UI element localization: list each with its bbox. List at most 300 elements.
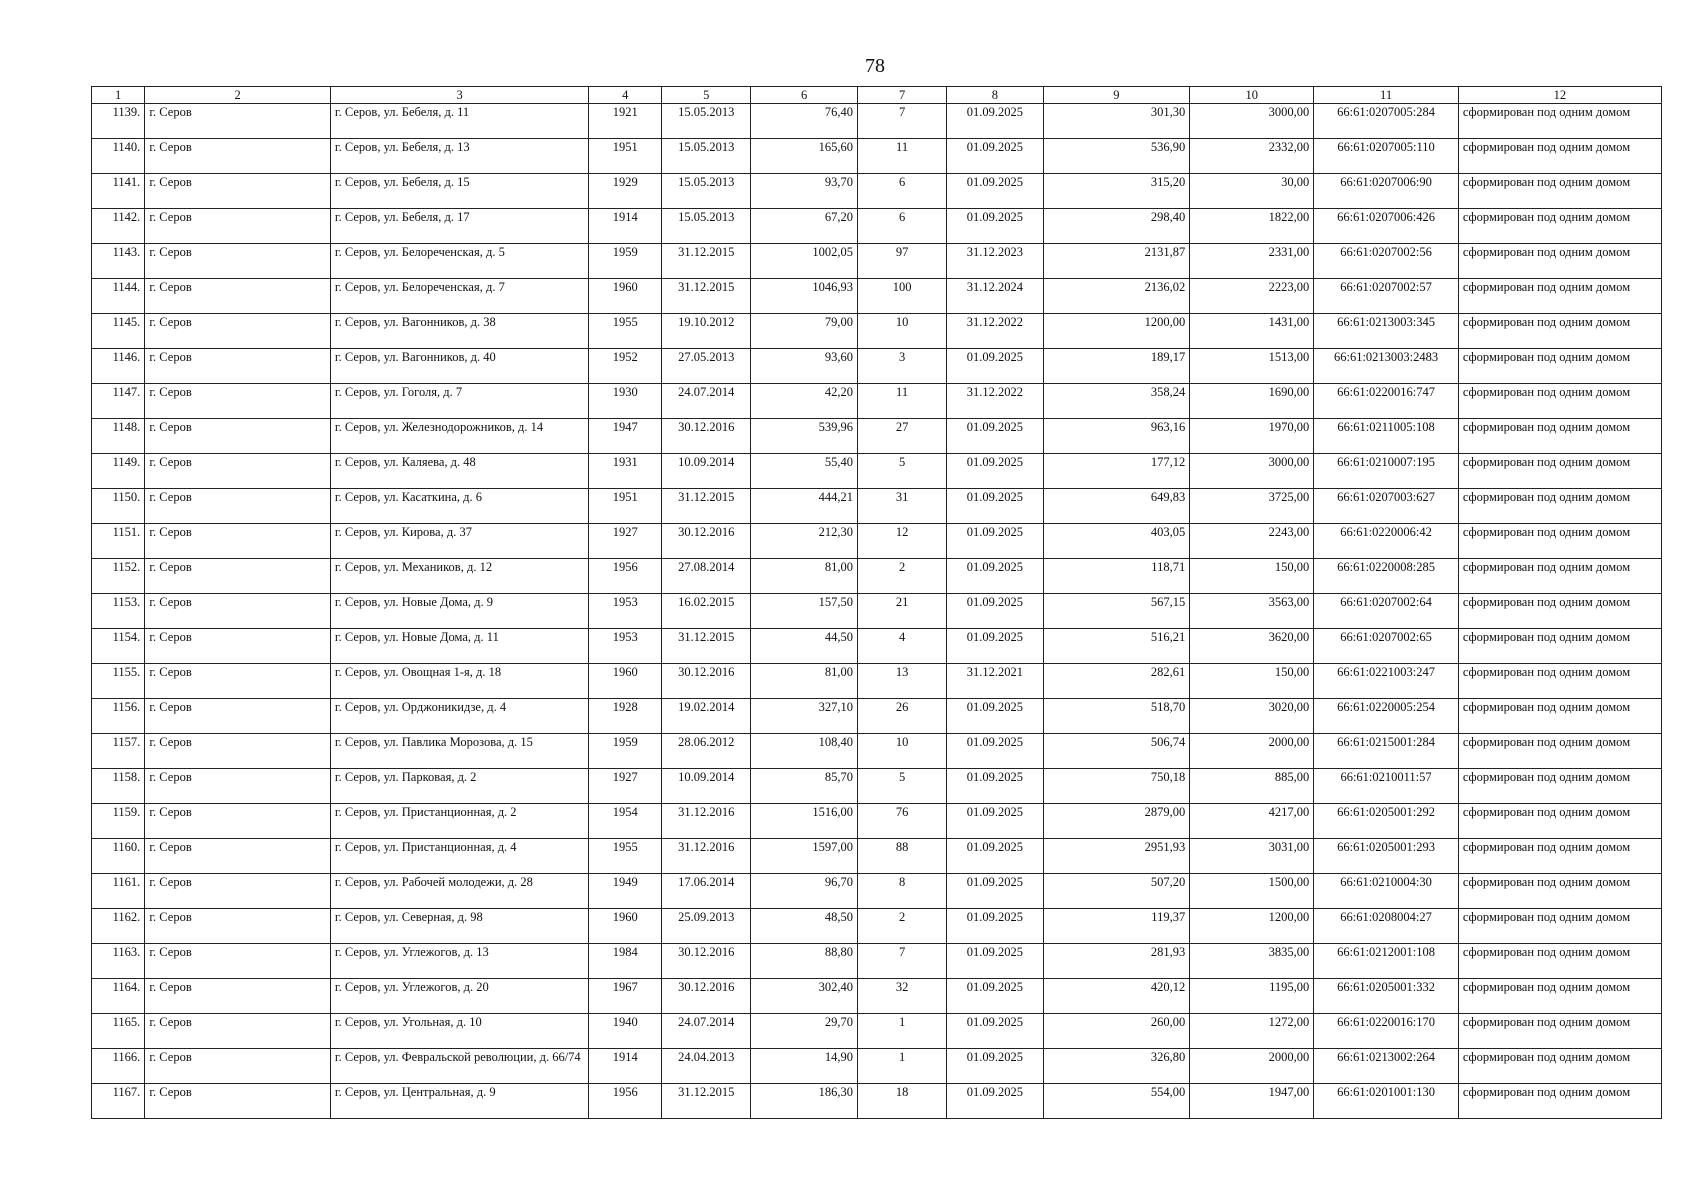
cell-inspection-date: 30.12.2016 (662, 664, 751, 699)
cell-row-number: 1144. (92, 279, 145, 314)
cell-residents: 31 (857, 489, 946, 524)
table-row (92, 454, 1662, 489)
cell-inspection-date: 30.12.2016 (662, 944, 751, 979)
cell-residents: 11 (857, 384, 946, 419)
cell-total-area: 315,20 (1043, 174, 1190, 209)
column-header-deadline-date: 8 (947, 87, 1043, 104)
cell-deadline-date: 01.09.2025 (947, 1049, 1043, 1084)
cell-construction-year: 1914 (589, 209, 662, 244)
cell-land-status: сформирован под одним домом (1458, 279, 1661, 314)
cell-row-number: 1163. (92, 944, 145, 979)
cell-construction-year: 1960 (589, 909, 662, 944)
cell-land-status: сформирован под одним домом (1458, 874, 1661, 909)
table-row (92, 699, 1662, 734)
cell-land-status: сформирован под одним домом (1458, 839, 1661, 874)
cell-locality: г. Серов (145, 734, 331, 769)
cell-land-area: 1690,00 (1190, 384, 1314, 419)
cell-row-number: 1140. (92, 139, 145, 174)
cell-residents: 13 (857, 664, 946, 699)
cell-construction-year: 1928 (589, 699, 662, 734)
cell-total-area: 963,16 (1043, 419, 1190, 454)
column-header-area: 6 (751, 87, 858, 104)
cell-land-area: 1431,00 (1190, 314, 1314, 349)
cell-row-number: 1139. (92, 104, 145, 139)
cell-area: 1597,00 (751, 839, 858, 874)
cell-deadline-date: 01.09.2025 (947, 174, 1043, 209)
cell-locality: г. Серов (145, 209, 331, 244)
cell-locality: г. Серов (145, 979, 331, 1014)
cell-land-status: сформирован под одним домом (1458, 664, 1661, 699)
cell-residents: 5 (857, 769, 946, 804)
cell-land-area: 150,00 (1190, 664, 1314, 699)
cell-land-status: сформирован под одним домом (1458, 629, 1661, 664)
cell-land-area: 1500,00 (1190, 874, 1314, 909)
cell-construction-year: 1960 (589, 664, 662, 699)
cell-total-area: 506,74 (1043, 734, 1190, 769)
cell-land-area: 2223,00 (1190, 279, 1314, 314)
table-row (92, 349, 1662, 384)
cell-land-status: сформирован под одним домом (1458, 209, 1661, 244)
cell-construction-year: 1927 (589, 524, 662, 559)
cell-land-status: сформирован под одним домом (1458, 804, 1661, 839)
cell-total-area: 282,61 (1043, 664, 1190, 699)
cell-land-area: 2243,00 (1190, 524, 1314, 559)
cell-row-number: 1160. (92, 839, 145, 874)
cell-residents: 27 (857, 419, 946, 454)
cell-inspection-date: 17.06.2014 (662, 874, 751, 909)
cell-residents: 7 (857, 104, 946, 139)
cell-area: 302,40 (751, 979, 858, 1014)
column-header-land-status: 12 (1458, 87, 1661, 104)
cell-address: г. Серов, ул. Новые Дома, д. 11 (330, 629, 588, 664)
cell-locality: г. Серов (145, 944, 331, 979)
cell-locality: г. Серов (145, 1084, 331, 1119)
cell-locality: г. Серов (145, 524, 331, 559)
cell-total-area: 516,21 (1043, 629, 1190, 664)
cell-residents: 10 (857, 314, 946, 349)
cell-cadastral-number: 66:61:0212001:108 (1314, 944, 1459, 979)
cell-cadastral-number: 66:61:0220016:747 (1314, 384, 1459, 419)
cell-inspection-date: 27.05.2013 (662, 349, 751, 384)
cell-locality: г. Серов (145, 174, 331, 209)
cell-construction-year: 1929 (589, 174, 662, 209)
column-header-cadastral-number: 11 (1314, 87, 1459, 104)
cell-total-area: 2136,02 (1043, 279, 1190, 314)
cell-address: г. Серов, ул. Углежогов, д. 13 (330, 944, 588, 979)
cell-land-status: сформирован под одним домом (1458, 1049, 1661, 1084)
cell-total-area: 2951,93 (1043, 839, 1190, 874)
column-header-row-number: 1 (92, 87, 145, 104)
cell-cadastral-number: 66:61:0207006:426 (1314, 209, 1459, 244)
cell-deadline-date: 01.09.2025 (947, 454, 1043, 489)
cell-area: 157,50 (751, 594, 858, 629)
cell-cadastral-number: 66:61:0207002:57 (1314, 279, 1459, 314)
cell-locality: г. Серов (145, 489, 331, 524)
cell-total-area: 189,17 (1043, 349, 1190, 384)
cell-construction-year: 1954 (589, 804, 662, 839)
cell-construction-year: 1951 (589, 139, 662, 174)
cell-row-number: 1149. (92, 454, 145, 489)
cell-construction-year: 1927 (589, 769, 662, 804)
cell-deadline-date: 01.09.2025 (947, 139, 1043, 174)
cell-cadastral-number: 66:61:0207003:627 (1314, 489, 1459, 524)
cell-area: 88,80 (751, 944, 858, 979)
cell-land-area: 2000,00 (1190, 1049, 1314, 1084)
cell-construction-year: 1921 (589, 104, 662, 139)
table-row (92, 559, 1662, 594)
table-row (92, 979, 1662, 1014)
cell-cadastral-number: 66:61:0207005:284 (1314, 104, 1459, 139)
cell-deadline-date: 01.09.2025 (947, 104, 1043, 139)
cell-inspection-date: 27.08.2014 (662, 559, 751, 594)
cell-residents: 26 (857, 699, 946, 734)
cell-address: г. Серов, ул. Рабочей молодежи, д. 28 (330, 874, 588, 909)
cell-deadline-date: 01.09.2025 (947, 489, 1043, 524)
cell-area: 212,30 (751, 524, 858, 559)
table-row (92, 594, 1662, 629)
cell-land-area: 3725,00 (1190, 489, 1314, 524)
cell-deadline-date: 01.09.2025 (947, 349, 1043, 384)
cell-address: г. Серов, ул. Бебеля, д. 13 (330, 139, 588, 174)
cell-locality: г. Серов (145, 874, 331, 909)
cell-total-area: 518,70 (1043, 699, 1190, 734)
cell-total-area: 649,83 (1043, 489, 1190, 524)
cell-address: г. Серов, ул. Угольная, д. 10 (330, 1014, 588, 1049)
cell-cadastral-number: 66:61:0207005:110 (1314, 139, 1459, 174)
cell-cadastral-number: 66:61:0211005:108 (1314, 419, 1459, 454)
cell-deadline-date: 01.09.2025 (947, 944, 1043, 979)
cell-area: 327,10 (751, 699, 858, 734)
cell-construction-year: 1956 (589, 1084, 662, 1119)
cell-inspection-date: 30.12.2016 (662, 524, 751, 559)
cell-cadastral-number: 66:61:0220016:170 (1314, 1014, 1459, 1049)
cell-deadline-date: 01.09.2025 (947, 839, 1043, 874)
table-row (92, 1014, 1662, 1049)
cell-residents: 7 (857, 944, 946, 979)
cell-total-area: 260,00 (1043, 1014, 1190, 1049)
column-header-total-area: 9 (1043, 87, 1190, 104)
cell-area: 76,40 (751, 104, 858, 139)
cell-area: 1516,00 (751, 804, 858, 839)
cell-row-number: 1146. (92, 349, 145, 384)
cell-address: г. Серов, ул. Вагонников, д. 38 (330, 314, 588, 349)
cell-inspection-date: 19.02.2014 (662, 699, 751, 734)
cell-inspection-date: 10.09.2014 (662, 454, 751, 489)
cell-area: 444,21 (751, 489, 858, 524)
cell-residents: 10 (857, 734, 946, 769)
cell-land-status: сформирован под одним домом (1458, 1084, 1661, 1119)
cell-land-area: 3563,00 (1190, 594, 1314, 629)
cell-inspection-date: 25.09.2013 (662, 909, 751, 944)
cell-land-status: сформирован под одним домом (1458, 979, 1661, 1014)
table-row (92, 524, 1662, 559)
cell-total-area: 507,20 (1043, 874, 1190, 909)
cell-locality: г. Серов (145, 664, 331, 699)
cell-construction-year: 1955 (589, 314, 662, 349)
cell-residents: 2 (857, 909, 946, 944)
cell-address: г. Серов, ул. Центральная, д. 9 (330, 1084, 588, 1119)
cell-deadline-date: 31.12.2024 (947, 279, 1043, 314)
cell-land-area: 30,00 (1190, 174, 1314, 209)
cell-land-area: 3000,00 (1190, 104, 1314, 139)
column-header-locality: 2 (145, 87, 331, 104)
cell-cadastral-number: 66:61:0220005:254 (1314, 699, 1459, 734)
cell-land-status: сформирован под одним домом (1458, 244, 1661, 279)
column-header-land-area: 10 (1190, 87, 1314, 104)
cell-inspection-date: 31.12.2015 (662, 244, 751, 279)
cell-inspection-date: 30.12.2016 (662, 979, 751, 1014)
cell-total-area: 2879,00 (1043, 804, 1190, 839)
cell-locality: г. Серов (145, 384, 331, 419)
cell-area: 108,40 (751, 734, 858, 769)
cell-construction-year: 1959 (589, 734, 662, 769)
cell-address: г. Серов, ул. Парковая, д. 2 (330, 769, 588, 804)
table-row (92, 909, 1662, 944)
cell-cadastral-number: 66:61:0210004:30 (1314, 874, 1459, 909)
cell-land-status: сформирован под одним домом (1458, 944, 1661, 979)
cell-construction-year: 1955 (589, 839, 662, 874)
table-row (92, 1049, 1662, 1084)
cell-cadastral-number: 66:61:0205001:332 (1314, 979, 1459, 1014)
cell-construction-year: 1953 (589, 629, 662, 664)
cell-deadline-date: 01.09.2025 (947, 734, 1043, 769)
cell-construction-year: 1940 (589, 1014, 662, 1049)
cell-locality: г. Серов (145, 769, 331, 804)
cell-land-area: 4217,00 (1190, 804, 1314, 839)
cell-land-status: сформирован под одним домом (1458, 349, 1661, 384)
cell-total-area: 2131,87 (1043, 244, 1190, 279)
housing-registry-table (91, 86, 1662, 1119)
cell-land-area: 1513,00 (1190, 349, 1314, 384)
cell-total-area: 403,05 (1043, 524, 1190, 559)
cell-deadline-date: 31.12.2023 (947, 244, 1043, 279)
table-row (92, 874, 1662, 909)
cell-area: 55,40 (751, 454, 858, 489)
table-row (92, 174, 1662, 209)
cell-construction-year: 1914 (589, 1049, 662, 1084)
cell-locality: г. Серов (145, 699, 331, 734)
table-row (92, 734, 1662, 769)
cell-construction-year: 1952 (589, 349, 662, 384)
cell-residents: 18 (857, 1084, 946, 1119)
cell-land-area: 3620,00 (1190, 629, 1314, 664)
cell-deadline-date: 01.09.2025 (947, 1014, 1043, 1049)
cell-deadline-date: 01.09.2025 (947, 979, 1043, 1014)
cell-row-number: 1166. (92, 1049, 145, 1084)
cell-row-number: 1162. (92, 909, 145, 944)
cell-row-number: 1148. (92, 419, 145, 454)
cell-land-area: 1200,00 (1190, 909, 1314, 944)
cell-area: 67,20 (751, 209, 858, 244)
table-row (92, 419, 1662, 454)
cell-locality: г. Серов (145, 1014, 331, 1049)
cell-inspection-date: 16.02.2015 (662, 594, 751, 629)
cell-deadline-date: 01.09.2025 (947, 1084, 1043, 1119)
cell-land-area: 1947,00 (1190, 1084, 1314, 1119)
cell-row-number: 1151. (92, 524, 145, 559)
cell-land-status: сформирован под одним домом (1458, 384, 1661, 419)
cell-deadline-date: 01.09.2025 (947, 804, 1043, 839)
cell-address: г. Серов, ул. Белореченская, д. 5 (330, 244, 588, 279)
cell-total-area: 554,00 (1043, 1084, 1190, 1119)
cell-address: г. Серов, ул. Бебеля, д. 11 (330, 104, 588, 139)
cell-residents: 100 (857, 279, 946, 314)
cell-address: г. Серов, ул. Бебеля, д. 15 (330, 174, 588, 209)
cell-residents: 76 (857, 804, 946, 839)
cell-cadastral-number: 66:61:0213003:345 (1314, 314, 1459, 349)
cell-construction-year: 1931 (589, 454, 662, 489)
cell-total-area: 281,93 (1043, 944, 1190, 979)
cell-row-number: 1167. (92, 1084, 145, 1119)
cell-total-area: 420,12 (1043, 979, 1190, 1014)
cell-deadline-date: 01.09.2025 (947, 769, 1043, 804)
cell-address: г. Серов, ул. Павлика Морозова, д. 15 (330, 734, 588, 769)
cell-row-number: 1161. (92, 874, 145, 909)
cell-construction-year: 1953 (589, 594, 662, 629)
cell-total-area: 119,37 (1043, 909, 1190, 944)
cell-cadastral-number: 66:61:0205001:293 (1314, 839, 1459, 874)
cell-deadline-date: 01.09.2025 (947, 524, 1043, 559)
cell-area: 48,50 (751, 909, 858, 944)
cell-locality: г. Серов (145, 839, 331, 874)
cell-residents: 5 (857, 454, 946, 489)
table-row (92, 209, 1662, 244)
cell-area: 96,70 (751, 874, 858, 909)
cell-address: г. Серов, ул. Касаткина, д. 6 (330, 489, 588, 524)
cell-locality: г. Серов (145, 244, 331, 279)
cell-land-area: 1970,00 (1190, 419, 1314, 454)
cell-residents: 6 (857, 209, 946, 244)
cell-deadline-date: 01.09.2025 (947, 559, 1043, 594)
cell-total-area: 301,30 (1043, 104, 1190, 139)
cell-inspection-date: 28.06.2012 (662, 734, 751, 769)
cell-residents: 8 (857, 874, 946, 909)
cell-locality: г. Серов (145, 909, 331, 944)
cell-inspection-date: 15.05.2013 (662, 174, 751, 209)
cell-area: 93,70 (751, 174, 858, 209)
cell-cadastral-number: 66:61:0207002:64 (1314, 594, 1459, 629)
cell-land-area: 1195,00 (1190, 979, 1314, 1014)
cell-land-area: 3031,00 (1190, 839, 1314, 874)
cell-residents: 2 (857, 559, 946, 594)
cell-total-area: 750,18 (1043, 769, 1190, 804)
cell-land-status: сформирован под одним домом (1458, 139, 1661, 174)
cell-deadline-date: 31.12.2022 (947, 384, 1043, 419)
cell-total-area: 118,71 (1043, 559, 1190, 594)
table-row (92, 384, 1662, 419)
cell-total-area: 1200,00 (1043, 314, 1190, 349)
column-header-inspection-date: 5 (662, 87, 751, 104)
cell-residents: 97 (857, 244, 946, 279)
cell-area: 1046,93 (751, 279, 858, 314)
table-row (92, 314, 1662, 349)
cell-area: 44,50 (751, 629, 858, 664)
cell-construction-year: 1967 (589, 979, 662, 1014)
cell-locality: г. Серов (145, 1049, 331, 1084)
cell-residents: 3 (857, 349, 946, 384)
cell-land-area: 1272,00 (1190, 1014, 1314, 1049)
cell-cadastral-number: 66:61:0201001:130 (1314, 1084, 1459, 1119)
cell-locality: г. Серов (145, 419, 331, 454)
cell-area: 1002,05 (751, 244, 858, 279)
column-header-address: 3 (330, 87, 588, 104)
cell-address: г. Серов, ул. Орджоникидзе, д. 4 (330, 699, 588, 734)
cell-cadastral-number: 66:61:0210011:57 (1314, 769, 1459, 804)
cell-address: г. Серов, ул. Механиков, д. 12 (330, 559, 588, 594)
cell-inspection-date: 24.07.2014 (662, 1014, 751, 1049)
cell-deadline-date: 01.09.2025 (947, 209, 1043, 244)
cell-inspection-date: 15.05.2013 (662, 139, 751, 174)
cell-land-area: 2332,00 (1190, 139, 1314, 174)
cell-land-status: сформирован под одним домом (1458, 419, 1661, 454)
table-row (92, 629, 1662, 664)
cell-address: г. Серов, ул. Железнодорожников, д. 14 (330, 419, 588, 454)
cell-address: г. Серов, ул. Углежогов, д. 20 (330, 979, 588, 1014)
cell-cadastral-number: 66:61:0213003:2483 (1314, 349, 1459, 384)
cell-area: 79,00 (751, 314, 858, 349)
cell-row-number: 1158. (92, 769, 145, 804)
cell-cadastral-number: 66:61:0220008:285 (1314, 559, 1459, 594)
cell-land-area: 3020,00 (1190, 699, 1314, 734)
cell-address: г. Серов, ул. Бебеля, д. 17 (330, 209, 588, 244)
cell-land-status: сформирован под одним домом (1458, 559, 1661, 594)
cell-row-number: 1141. (92, 174, 145, 209)
cell-deadline-date: 01.09.2025 (947, 594, 1043, 629)
cell-cadastral-number: 66:61:0213002:264 (1314, 1049, 1459, 1084)
cell-inspection-date: 31.12.2015 (662, 629, 751, 664)
cell-area: 93,60 (751, 349, 858, 384)
cell-inspection-date: 24.04.2013 (662, 1049, 751, 1084)
cell-address: г. Серов, ул. Гоголя, д. 7 (330, 384, 588, 419)
cell-total-area: 326,80 (1043, 1049, 1190, 1084)
cell-inspection-date: 10.09.2014 (662, 769, 751, 804)
cell-inspection-date: 31.12.2015 (662, 489, 751, 524)
cell-area: 539,96 (751, 419, 858, 454)
cell-cadastral-number: 66:61:0221003:247 (1314, 664, 1459, 699)
cell-land-status: сформирован под одним домом (1458, 489, 1661, 524)
cell-address: г. Серов, ул. Северная, д. 98 (330, 909, 588, 944)
table-row (92, 279, 1662, 314)
table-body (92, 104, 1662, 1119)
cell-inspection-date: 31.12.2015 (662, 279, 751, 314)
cell-cadastral-number: 66:61:0207002:56 (1314, 244, 1459, 279)
cell-total-area: 298,40 (1043, 209, 1190, 244)
cell-row-number: 1155. (92, 664, 145, 699)
cell-row-number: 1142. (92, 209, 145, 244)
table-row (92, 664, 1662, 699)
cell-row-number: 1156. (92, 699, 145, 734)
cell-construction-year: 1960 (589, 279, 662, 314)
cell-land-status: сформирован под одним домом (1458, 909, 1661, 944)
cell-locality: г. Серов (145, 559, 331, 594)
cell-construction-year: 1951 (589, 489, 662, 524)
cell-area: 14,90 (751, 1049, 858, 1084)
table-row (92, 1084, 1662, 1119)
cell-row-number: 1159. (92, 804, 145, 839)
cell-construction-year: 1959 (589, 244, 662, 279)
cell-address: г. Серов, ул. Пристанционная, д. 2 (330, 804, 588, 839)
cell-inspection-date: 15.05.2013 (662, 104, 751, 139)
cell-deadline-date: 01.09.2025 (947, 699, 1043, 734)
cell-land-area: 150,00 (1190, 559, 1314, 594)
cell-locality: г. Серов (145, 804, 331, 839)
column-number-row (92, 87, 1662, 104)
cell-address: г. Серов, ул. Кирова, д. 37 (330, 524, 588, 559)
cell-locality: г. Серов (145, 349, 331, 384)
cell-residents: 4 (857, 629, 946, 664)
cell-deadline-date: 01.09.2025 (947, 419, 1043, 454)
cell-cadastral-number: 66:61:0220006:42 (1314, 524, 1459, 559)
